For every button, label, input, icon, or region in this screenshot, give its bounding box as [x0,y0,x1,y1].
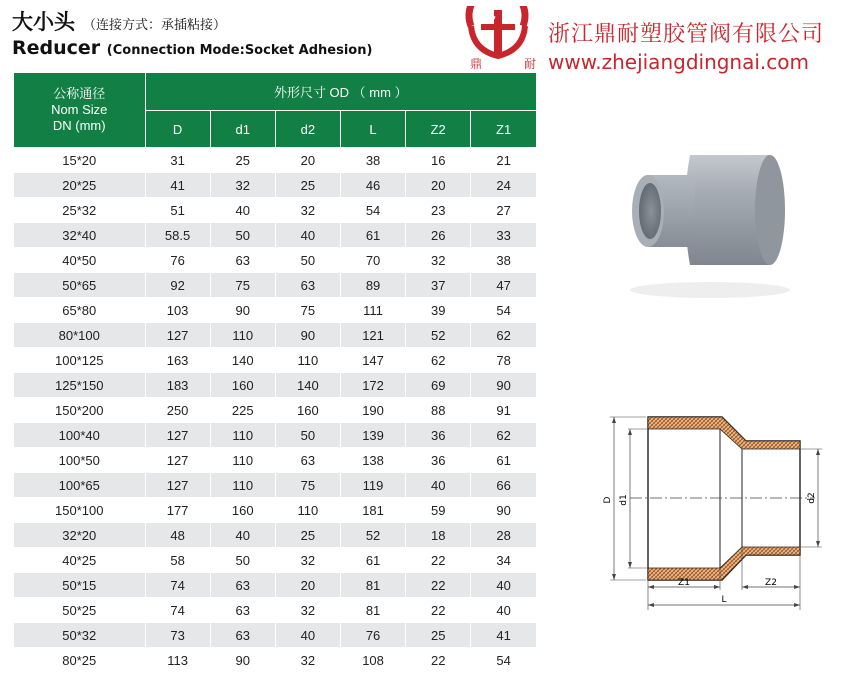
dimension-cell: 22 [406,598,471,623]
dimension-cell: 76 [340,623,405,648]
dimension-cell: 62 [406,348,471,373]
nominal-size-label-unit: DN (mm) [52,118,106,133]
dimension-cell: 33 [471,223,536,248]
dimension-cell: 36 [406,423,471,448]
dimension-cell: 40 [471,573,536,598]
dimension-cell: 32 [406,248,471,273]
dimension-cell: 127 [145,323,210,348]
dimension-cell: 78 [471,348,536,373]
column-header: d1 [210,111,275,148]
dimension-cell: 140 [210,348,275,373]
nominal-size-cell: 50*65 [14,273,145,298]
nominal-size-cell: 50*32 [14,623,145,648]
dimension-cell: 40 [210,523,275,548]
dimension-cell: 40 [471,598,536,623]
nominal-size-cell: 32*40 [14,223,145,248]
nominal-size-cell: 50*25 [14,598,145,623]
table-row [14,223,536,248]
dimension-cell: 110 [275,348,340,373]
table-row [14,198,536,223]
dimension-cell: 181 [340,498,405,523]
od-header: 外形尺寸 OD （ mm ） [145,73,536,111]
dimension-cell: 66 [471,473,536,498]
dimension-drawing [600,405,832,615]
dimension-cell: 63 [210,573,275,598]
nominal-size-cell: 50*15 [14,573,145,598]
dimension-cell: 40 [210,198,275,223]
dimension-cell: 74 [145,573,210,598]
label-d2: d2 [807,492,817,504]
product-title-en [12,37,372,59]
dimension-cell: 34 [471,548,536,573]
table-row [14,623,536,648]
dimension-cell: 160 [275,398,340,423]
dimension-cell: 110 [210,473,275,498]
dimension-cell: 20 [406,173,471,198]
nominal-size-label-en: Nom Size [51,102,108,117]
dimension-cell: 37 [406,273,471,298]
column-header: Z2 [406,111,471,148]
table-row [14,598,536,623]
table-row [14,298,536,323]
dimension-cell: 51 [145,198,210,223]
dimension-cell: 50 [210,548,275,573]
nominal-size-cell: 80*100 [14,323,145,348]
dimension-cell: 40 [275,223,340,248]
nominal-size-cell: 150*100 [14,498,145,523]
spec-table-body [14,148,536,673]
dimension-cell: 22 [406,573,471,598]
dimension-cell: 172 [340,373,405,398]
dimension-cell: 225 [210,398,275,423]
dimension-cell: 52 [406,323,471,348]
table-row [14,523,536,548]
dimension-cell: 76 [145,248,210,273]
dimension-cell: 70 [340,248,405,273]
dimension-cell: 61 [340,548,405,573]
dimension-cell: 25 [275,523,340,548]
dimension-cell: 121 [340,323,405,348]
dimension-cell: 20 [275,148,340,173]
dimension-cell: 90 [471,498,536,523]
dimension-cell: 52 [340,523,405,548]
dimension-cell: 54 [471,298,536,323]
dimension-cell: 147 [340,348,405,373]
dimension-cell: 54 [471,648,536,673]
dimension-cell: 32 [275,648,340,673]
dimension-cell: 36 [406,448,471,473]
column-header: d2 [275,111,340,148]
label-Z2: Z2 [765,578,777,588]
company-url[interactable]: www.zhejiangdingnai.com [548,50,809,74]
title-en-text: Reducer [12,37,101,59]
dimension-cell: 127 [145,423,210,448]
column-header: Z1 [471,111,536,148]
dimension-cell: 26 [406,223,471,248]
table-row [14,648,536,673]
dimension-cell: 75 [275,298,340,323]
dimension-cell: 38 [340,148,405,173]
dimension-cell: 250 [145,398,210,423]
nominal-size-cell: 100*125 [14,348,145,373]
dimension-cell: 22 [406,648,471,673]
dimension-cell: 47 [471,273,536,298]
column-header: D [145,111,210,148]
dimension-cell: 75 [275,473,340,498]
dimension-cell: 81 [340,598,405,623]
dimension-cell: 46 [340,173,405,198]
dimension-cell: 23 [406,198,471,223]
dimension-cell: 90 [275,323,340,348]
dimension-cell: 88 [406,398,471,423]
nominal-size-cell: 20*25 [14,173,145,198]
dimension-cell: 18 [406,523,471,548]
dimension-cell: 177 [145,498,210,523]
dimension-cell: 63 [275,273,340,298]
dimension-cell: 50 [275,248,340,273]
table-row [14,423,536,448]
dimension-cell: 16 [406,148,471,173]
dimension-cell: 110 [210,423,275,448]
nominal-size-cell: 25*32 [14,198,145,223]
dimension-cell: 92 [145,273,210,298]
dimension-cell: 58.5 [145,223,210,248]
dimension-cell: 54 [340,198,405,223]
dimension-cell: 32 [275,548,340,573]
dimension-cell: 40 [406,473,471,498]
dimension-cell: 32 [210,173,275,198]
table-row [14,248,536,273]
dimension-cell: 50 [210,223,275,248]
table-row [14,473,536,498]
nominal-size-cell: 100*50 [14,448,145,473]
table-row [14,548,536,573]
dimension-cell: 183 [145,373,210,398]
dimension-cell: 110 [210,323,275,348]
logo-char-2: 耐 [523,57,536,71]
dimension-cell: 62 [471,423,536,448]
dimension-cell: 25 [210,148,275,173]
dimension-cell: 139 [340,423,405,448]
dimension-cell: 90 [210,298,275,323]
dimension-cell: 81 [340,573,405,598]
dimension-cell: 62 [471,323,536,348]
nominal-size-cell: 150*200 [14,398,145,423]
nominal-size-cell: 32*20 [14,523,145,548]
dimension-cell: 73 [145,623,210,648]
dimension-cell: 119 [340,473,405,498]
dimension-cell: 40 [275,623,340,648]
column-header: L [340,111,405,148]
dimension-cell: 138 [340,448,405,473]
dimension-cell: 32 [275,198,340,223]
spec-table [14,73,536,673]
table-row [14,273,536,298]
nominal-size-cell: 40*50 [14,248,145,273]
nominal-size-cell: 100*40 [14,423,145,448]
dimension-cell: 110 [275,498,340,523]
dimension-cell: 38 [471,248,536,273]
nominal-size-cell: 80*25 [14,648,145,673]
subtitle-cn-text: （连接方式：承插粘接） [83,18,227,33]
dimension-cell: 21 [471,148,536,173]
dimension-cell: 127 [145,448,210,473]
table-header-row [14,73,536,111]
title-cn-text: 大小头 [12,10,75,34]
dimension-cell: 160 [210,373,275,398]
dimension-cell: 90 [210,648,275,673]
label-d1: d1 [619,494,629,506]
dimension-cell: 25 [406,623,471,648]
dimension-cell: 110 [210,448,275,473]
dimension-cell: 63 [210,623,275,648]
dimension-cell: 63 [275,448,340,473]
dimension-cell: 111 [340,298,405,323]
table-row [14,498,536,523]
nominal-size-cell: 65*80 [14,298,145,323]
table-row [14,323,536,348]
dimension-cell: 140 [275,373,340,398]
dimension-cell: 31 [145,148,210,173]
dimension-cell: 127 [145,473,210,498]
dimension-cell: 32 [275,598,340,623]
label-Z1: Z1 [678,578,690,588]
dimension-cell: 90 [471,373,536,398]
dimension-cell: 75 [210,273,275,298]
dimension-cell: 22 [406,548,471,573]
dimension-cell: 48 [145,523,210,548]
table-row [14,148,536,173]
table-row [14,573,536,598]
dimension-cell: 58 [145,548,210,573]
nominal-size-cell: 100*65 [14,473,145,498]
nominal-size-label-cn: 公称通径 [53,86,106,101]
product-title-cn [12,6,226,36]
dimension-cell: 108 [340,648,405,673]
dimension-cell: 24 [471,173,536,198]
label-D: D [603,496,613,504]
table-row [14,173,536,198]
nominal-size-cell: 40*25 [14,548,145,573]
dimension-cell: 25 [275,173,340,198]
nominal-size-cell: 15*20 [14,148,145,173]
dimension-cell: 41 [145,173,210,198]
table-row [14,398,536,423]
table-row [14,348,536,373]
nominal-size-cell: 125*150 [14,373,145,398]
company-name: 浙江鼎耐塑胶管阀有限公司 [548,22,825,47]
logo-char-1: 鼎 [470,57,483,71]
dimension-cell: 41 [471,623,536,648]
table-row [14,373,536,398]
dimension-cell: 63 [210,598,275,623]
dimension-cell: 20 [275,573,340,598]
dimension-cell: 61 [340,223,405,248]
dimension-cell: 89 [340,273,405,298]
dimension-cell: 61 [471,448,536,473]
dimension-cell: 28 [471,523,536,548]
dimension-cell: 59 [406,498,471,523]
dimension-cell: 91 [471,398,536,423]
dimension-cell: 39 [406,298,471,323]
dimension-cell: 74 [145,598,210,623]
subtitle-en-text: (Connection Mode:Socket Adhesion) [106,43,373,58]
dimension-cell: 27 [471,198,536,223]
dimension-cell: 160 [210,498,275,523]
dimension-cell: 190 [340,398,405,423]
dimension-cell: 113 [145,648,210,673]
dimension-cell: 63 [210,248,275,273]
dimension-cell: 69 [406,373,471,398]
nominal-size-header [14,73,145,148]
label-L: L [721,595,727,605]
dimension-cell: 103 [145,298,210,323]
table-row [14,448,536,473]
dimension-cell: 50 [275,423,340,448]
logo-caption [470,55,536,72]
dimension-cell: 163 [145,348,210,373]
product-photo [620,135,800,305]
